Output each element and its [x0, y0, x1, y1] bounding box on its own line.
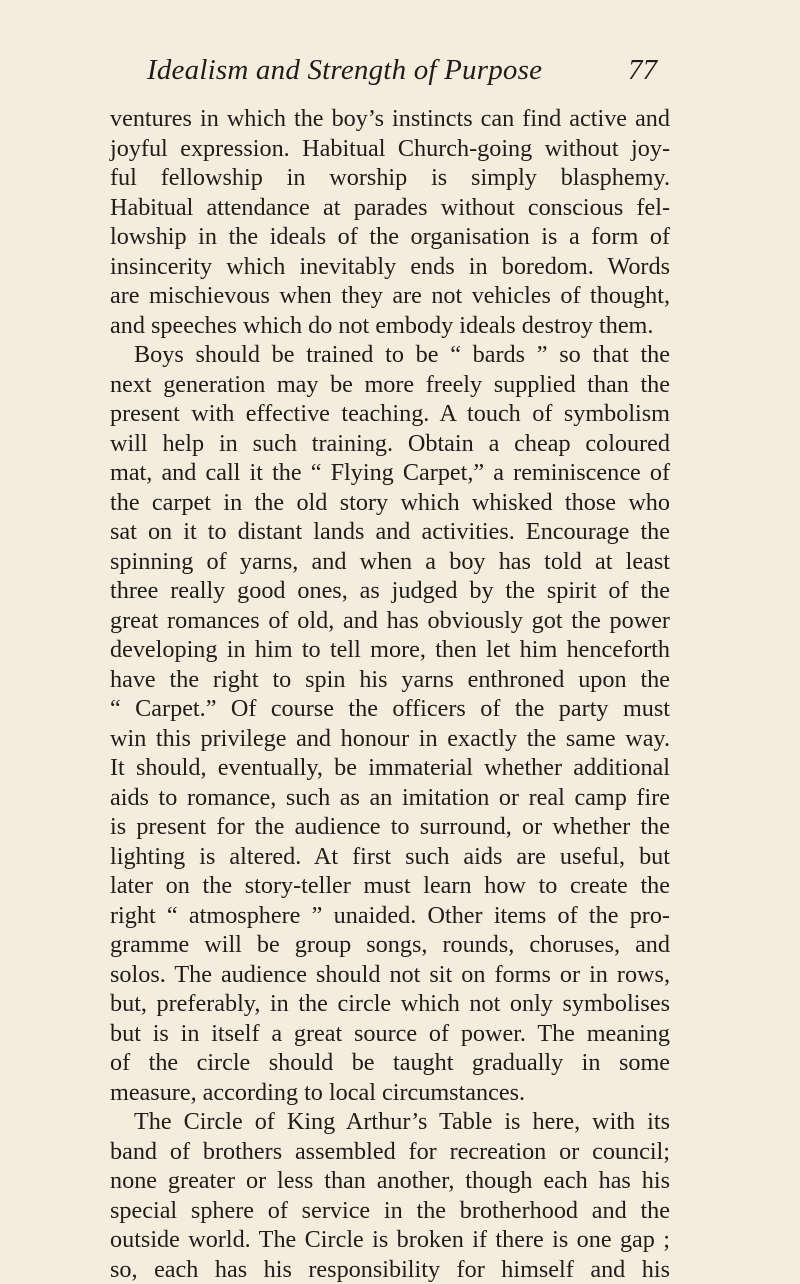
text-line: mat, and call it the “ Flying Carpet,” a reminiscence of	[110, 458, 670, 488]
text-line: gramme will be group songs, rounds, choruses, and	[110, 930, 670, 960]
text-line: solos. The audience should not sit on forms or in rows,	[110, 960, 670, 990]
text-line: band of brothers assembled for recreation or council;	[110, 1137, 670, 1167]
text-line: “ Carpet.” Of course the officers of the party must	[110, 694, 670, 724]
text-line: sat on it to distant lands and activities. Encourage the	[110, 517, 670, 547]
text-line: but, preferably, in the circle which not only symbolises	[110, 989, 670, 1019]
text-line: great romances of old, and has obviously got the power	[110, 606, 670, 636]
text-line: are mischievous when they are not vehicles of thought,	[110, 281, 670, 311]
page-number: 77	[628, 54, 657, 87]
text-line: the carpet in the old story which whisked those who	[110, 488, 670, 518]
text-line: next generation may be more freely supplied than the	[110, 370, 670, 400]
text-line: is present for the audience to surround, or whether the	[110, 812, 670, 842]
text-line: Boys should be trained to be “ bards ” so that the	[110, 340, 670, 370]
text-line: outside world. The Circle is broken if there is one gap ;	[110, 1225, 670, 1255]
text-line: lowship in the ideals of the organisation is a form of	[110, 222, 670, 252]
text-line: so, each has his responsibility for himself and his	[110, 1255, 670, 1284]
text-line: three really good ones, as judged by the spirit of the	[110, 576, 670, 606]
text-line: Habitual attendance at parades without conscious fel-	[110, 193, 670, 223]
text-line: have the right to spin his yarns enthroned upon the	[110, 665, 670, 695]
text-line: ful fellowship in worship is simply blasphemy.	[110, 163, 670, 193]
text-line: joyful expression. Habitual Church-going without joy-	[110, 134, 670, 164]
text-line: insincerity which inevitably ends in boredom. Words	[110, 252, 670, 282]
text-line: right “ atmosphere ” unaided. Other items of the pro-	[110, 901, 670, 931]
text-line: special sphere of service in the brotherhood and the	[110, 1196, 670, 1226]
text-line: It should, eventually, be immaterial whether additional	[110, 753, 670, 783]
running-head	[147, 54, 657, 94]
text-line: developing in him to tell more, then let him henceforth	[110, 635, 670, 665]
text-line: ventures in which the boy’s instincts can find active and	[110, 104, 670, 134]
text-line: but is in itself a great source of power. The meaning	[110, 1019, 670, 1049]
text-line: spinning of yarns, and when a boy has told at least	[110, 547, 670, 577]
text-line: of the circle should be taught gradually in some	[110, 1048, 670, 1078]
text-line: none greater or less than another, though each has his	[110, 1166, 670, 1196]
text-line: and speeches which do not embody ideals destroy them.	[110, 311, 670, 341]
text-line: The Circle of King Arthur’s Table is here, with its	[110, 1107, 670, 1137]
body-text	[110, 104, 670, 1284]
text-line: lighting is altered. At first such aids are useful, but	[110, 842, 670, 872]
text-line: win this privilege and honour in exactly the same way.	[110, 724, 670, 754]
running-title: Idealism and Strength of Purpose	[147, 54, 542, 87]
text-line: will help in such training. Obtain a cheap coloured	[110, 429, 670, 459]
text-line: later on the story-teller must learn how to create the	[110, 871, 670, 901]
text-line: measure, according to local circumstances.	[110, 1078, 670, 1108]
text-line: present with effective teaching. A touch of symbolism	[110, 399, 670, 429]
text-line: aids to romance, such as an imitation or real camp fire	[110, 783, 670, 813]
